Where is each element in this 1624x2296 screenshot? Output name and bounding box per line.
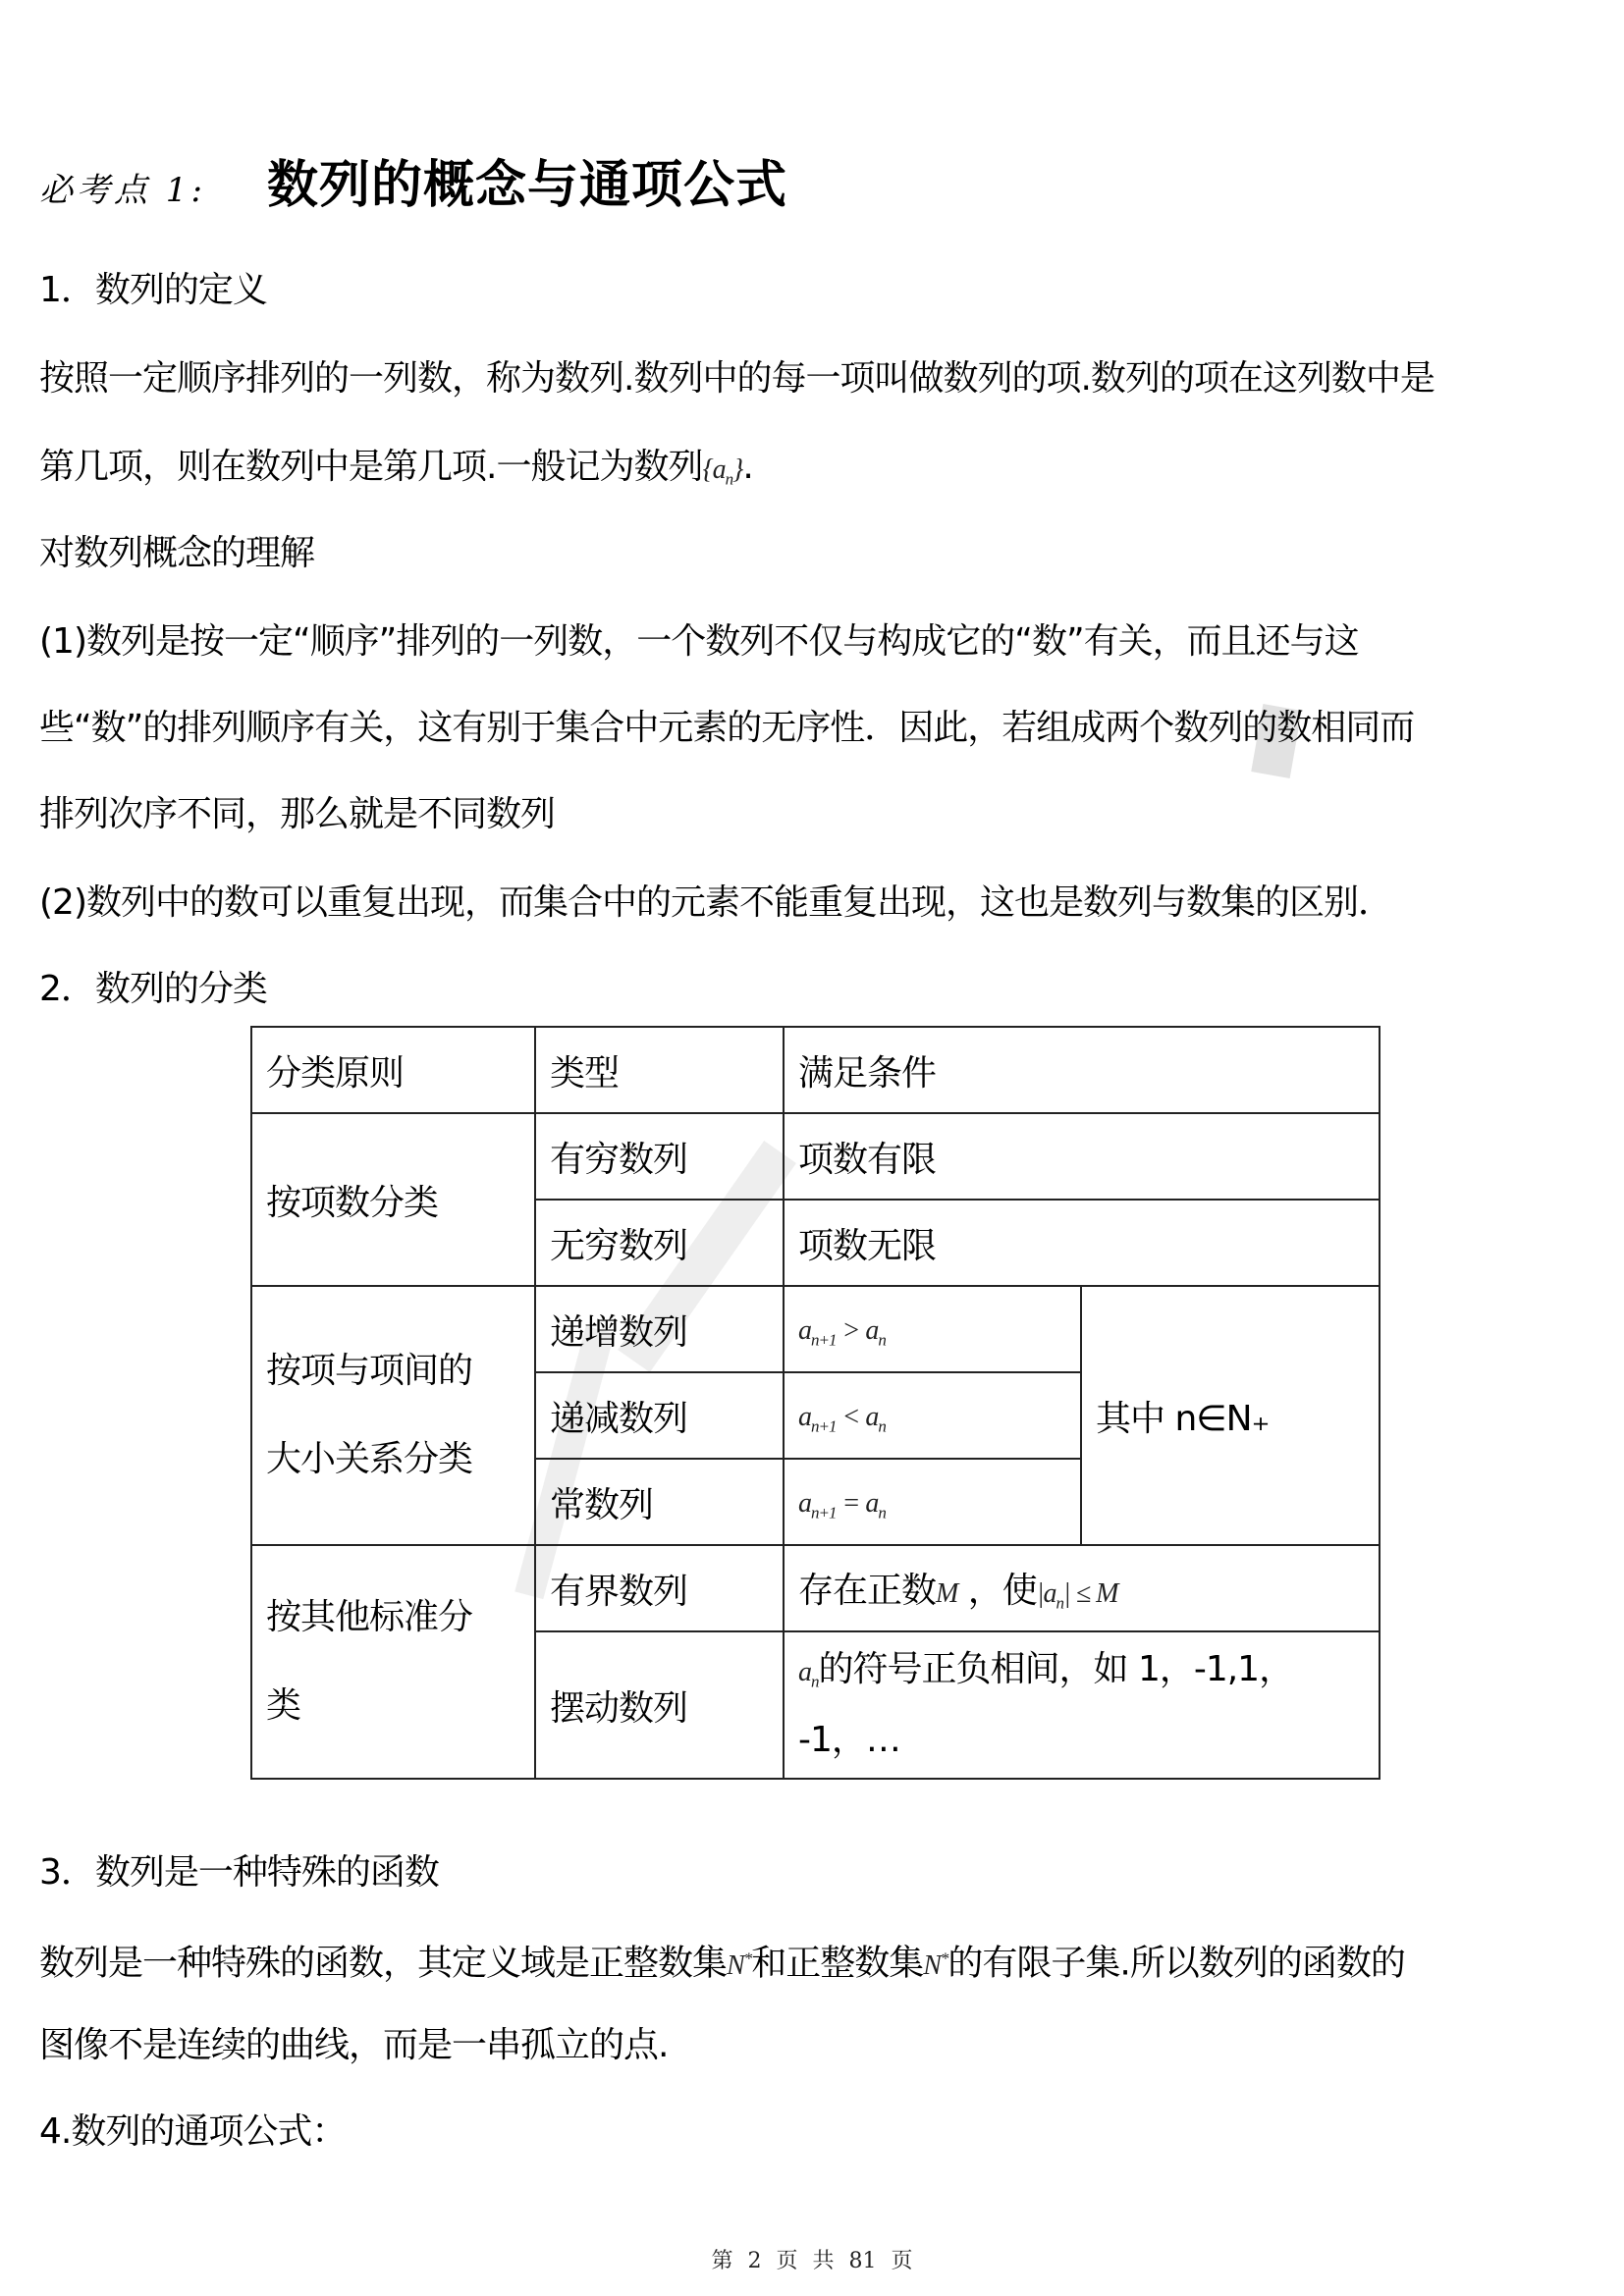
type-cell: 常数列 xyxy=(535,1459,784,1545)
type-cell: 递增数列 xyxy=(535,1286,784,1372)
definition-text: 第几项，则在数列中是第几项.一般记为数列 xyxy=(39,447,703,487)
point1-line-1: (1)数列是按一定“顺序”排列的一列数，一个数列不仅与构成它的“数”有关，而且还与这 xyxy=(39,621,1359,662)
point1-line-2: 些“数”的排列顺序有关，这有别于集合中元素的无序性．因此，若组成两个数列的数相同而 xyxy=(39,708,1415,748)
kaodian-label: 必考点 1: xyxy=(39,170,206,210)
sequence-notation: $\{a_n\}$ xyxy=(702,454,743,489)
page-number: 第 2 页 共 81 页 xyxy=(711,2249,913,2273)
condition-cell xyxy=(784,1545,1380,1631)
principle-line: 大小关系分类 xyxy=(266,1439,473,1479)
condition-cell xyxy=(784,1286,1081,1372)
understanding-heading: 对数列概念的理解 xyxy=(39,533,315,573)
principle-cell: 按项数分类 xyxy=(251,1113,535,1286)
principle-line: 类 xyxy=(266,1685,301,1726)
formula-bounded: $|a_n| \le M$ xyxy=(1036,1578,1118,1613)
formula-increasing: $a_{n+1} > a_n$ xyxy=(798,1315,886,1350)
set-n-star: N* xyxy=(727,1949,752,1982)
section-heading-4: 4.数列的通项公式： xyxy=(39,2111,347,2152)
principle-cell xyxy=(251,1286,535,1545)
condition-cell: 项数有限 xyxy=(784,1113,1380,1200)
condition-cell xyxy=(784,1459,1081,1545)
formula-decreasing: $a_{n+1} < a_n$ xyxy=(798,1402,886,1436)
point1-line-3: 排列次序不同，那么就是不同数列 xyxy=(39,794,556,834)
principle-line: 按项与项间的 xyxy=(266,1351,473,1391)
header-cell: 分类原则 xyxy=(251,1027,535,1113)
classification-table xyxy=(250,1026,1380,1780)
definition-line-2 xyxy=(39,444,753,504)
function-line-1 xyxy=(39,1936,1405,1990)
period: . xyxy=(742,447,753,487)
formula-m: M xyxy=(936,1578,958,1610)
header-cell: 类型 xyxy=(535,1027,784,1113)
formula-an: $a_n$ xyxy=(798,1656,819,1691)
section-label xyxy=(39,147,206,226)
condition-text: 的符号正负相间，如 1，-1,1， xyxy=(818,1648,1294,1689)
note-cell: 其中 n∈N₊ xyxy=(1081,1286,1380,1545)
table-row xyxy=(251,1113,1380,1200)
condition-text: 存在正数 xyxy=(798,1571,937,1612)
function-text: 和正整数集 xyxy=(751,1943,924,1984)
type-cell: 摆动数列 xyxy=(535,1631,784,1779)
section-heading-1: 1．数列的定义 xyxy=(39,270,267,310)
type-cell: 无穷数列 xyxy=(535,1200,784,1286)
condition-cell: 项数无限 xyxy=(784,1200,1380,1286)
formula-constant: $a_{n+1} = a_n$ xyxy=(798,1488,886,1522)
definition-line-1: 按照一定顺序排列的一列数，称为数列.数列中的每一项叫做数列的项.数列的项在这列数中是 xyxy=(39,358,1435,399)
function-text: 数列是一种特殊的函数，其定义域是正整数集 xyxy=(39,1943,728,1984)
point2: (2)数列中的数可以重复出现，而集合中的元素不能重复出现，这也是数列与数集的区别． xyxy=(39,882,1392,923)
table-row xyxy=(251,1286,1380,1372)
condition-text: ，使 xyxy=(967,1571,1037,1612)
table-header-row xyxy=(251,1027,1380,1113)
principle-cell xyxy=(251,1545,535,1779)
function-line-2: 图像不是连续的曲线，而是一串孤立的点. xyxy=(39,2025,669,2065)
set-n-star: N* xyxy=(923,1949,948,1982)
page-title: 数列的概念与通项公式 xyxy=(267,156,788,215)
condition-cell xyxy=(784,1372,1081,1459)
condition-text: -1，… xyxy=(798,1720,900,1761)
type-cell: 有穷数列 xyxy=(535,1113,784,1200)
type-cell: 有界数列 xyxy=(535,1545,784,1631)
section-heading-3: 3．数列是一种特殊的函数 xyxy=(39,1852,439,1893)
function-text: 的有限子集.所以数列的函数的 xyxy=(947,1943,1405,1984)
condition-cell xyxy=(784,1631,1380,1779)
section-heading-2: 2．数列的分类 xyxy=(39,969,267,1009)
type-cell: 递减数列 xyxy=(535,1372,784,1459)
principle-line: 按其他标准分 xyxy=(266,1597,473,1637)
header-cell: 满足条件 xyxy=(784,1027,1380,1113)
table-row xyxy=(251,1545,1380,1631)
